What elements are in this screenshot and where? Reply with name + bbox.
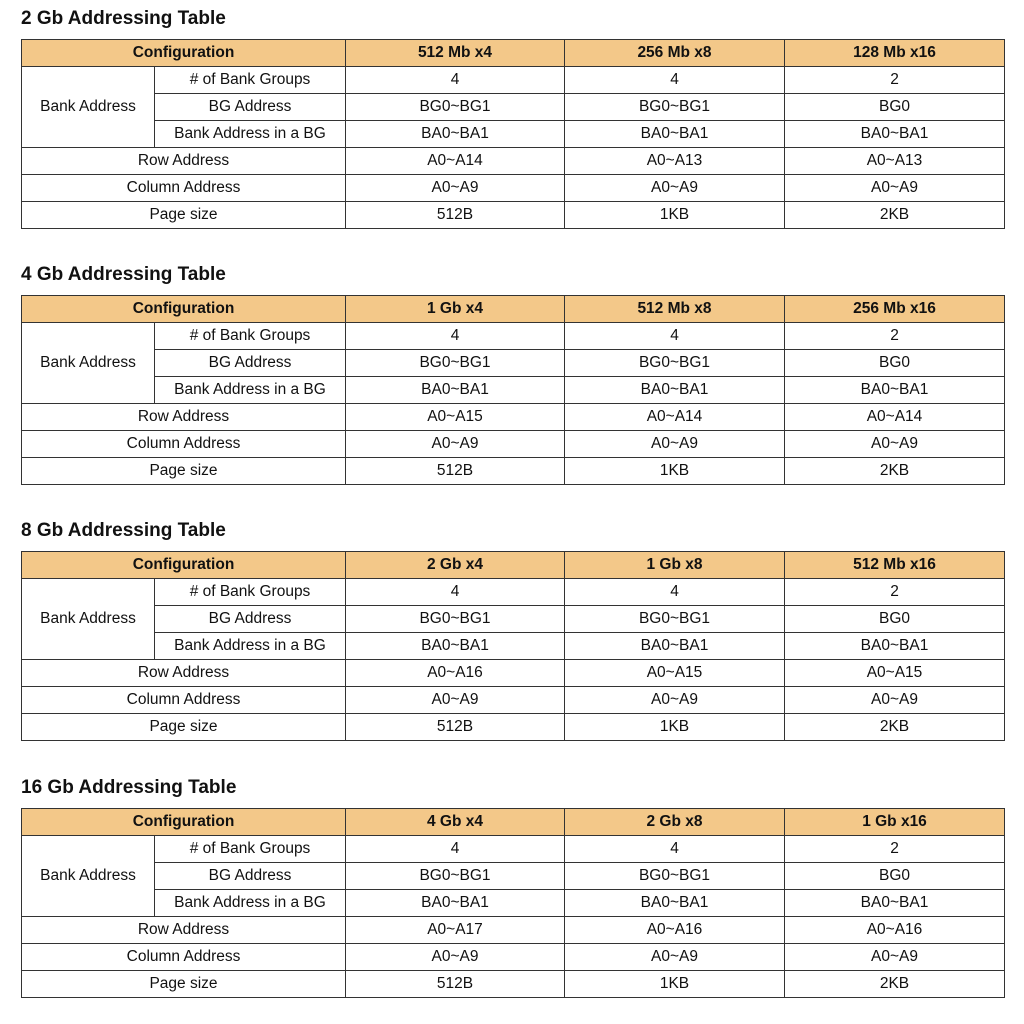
section-title: 4 Gb Addressing Table	[21, 264, 226, 285]
table-cell: A0~A16	[565, 917, 785, 944]
row-label: Bank Address in a BG	[155, 633, 346, 660]
table-cell: 2KB	[785, 714, 1005, 741]
table-cell: BG0~BG1	[565, 350, 785, 377]
table-cell: 1KB	[565, 202, 785, 229]
addressing-table-4gb	[21, 295, 1005, 485]
table-cell: 4	[346, 579, 565, 606]
table-row	[22, 202, 1005, 229]
table-cell: 1KB	[565, 971, 785, 998]
table-cell: A0~A9	[785, 431, 1005, 458]
table-cell: 2KB	[785, 971, 1005, 998]
table-cell: 1KB	[565, 458, 785, 485]
header-row	[22, 552, 1005, 579]
table-cell: BA0~BA1	[346, 890, 565, 917]
column-header: 512 Mb x16	[785, 552, 1005, 579]
table-cell: 2KB	[785, 458, 1005, 485]
table-cell: 512B	[346, 971, 565, 998]
table-cell: BA0~BA1	[565, 633, 785, 660]
table-cell: BG0~BG1	[346, 863, 565, 890]
section-title: 8 Gb Addressing Table	[21, 520, 226, 541]
column-header: 256 Mb x16	[785, 296, 1005, 323]
table-row	[22, 890, 1005, 917]
table-row	[22, 377, 1005, 404]
table-cell: BG0~BG1	[346, 94, 565, 121]
table-cell: A0~A13	[565, 148, 785, 175]
column-header: 2 Gb x8	[565, 809, 785, 836]
table-row	[22, 579, 1005, 606]
table-cell: A0~A15	[565, 660, 785, 687]
table-cell: 4	[346, 323, 565, 350]
table-cell: 4	[565, 67, 785, 94]
configuration-header: Configuration	[22, 296, 346, 323]
table-cell: 512B	[346, 458, 565, 485]
table-row	[22, 431, 1005, 458]
row-label: BG Address	[155, 606, 346, 633]
row-label: Column Address	[22, 687, 346, 714]
row-label: # of Bank Groups	[155, 836, 346, 863]
row-label: Page size	[22, 458, 346, 485]
column-header: 512 Mb x8	[565, 296, 785, 323]
table-row	[22, 458, 1005, 485]
table-row	[22, 121, 1005, 148]
table-cell: BA0~BA1	[346, 377, 565, 404]
row-label: BG Address	[155, 94, 346, 121]
configuration-header: Configuration	[22, 552, 346, 579]
table-cell: BG0~BG1	[565, 606, 785, 633]
table-cell: A0~A9	[565, 431, 785, 458]
table-cell: BG0~BG1	[346, 606, 565, 633]
table-cell: BA0~BA1	[785, 890, 1005, 917]
table-cell: A0~A9	[785, 944, 1005, 971]
table-cell: A0~A9	[565, 175, 785, 202]
table-row	[22, 971, 1005, 998]
table-cell: BA0~BA1	[346, 121, 565, 148]
table-cell: BA0~BA1	[785, 121, 1005, 148]
table-row	[22, 836, 1005, 863]
table-cell: 512B	[346, 202, 565, 229]
table-row	[22, 944, 1005, 971]
table-row	[22, 714, 1005, 741]
table-cell: A0~A15	[346, 404, 565, 431]
table-cell: 2	[785, 836, 1005, 863]
bank-address-label: Bank Address	[22, 67, 155, 148]
table-row	[22, 404, 1005, 431]
row-label: Bank Address in a BG	[155, 121, 346, 148]
table-cell: BG0	[785, 350, 1005, 377]
table-cell: 2	[785, 323, 1005, 350]
table-cell: A0~A9	[785, 175, 1005, 202]
table-cell: A0~A9	[346, 687, 565, 714]
row-label: Page size	[22, 202, 346, 229]
column-header: 1 Gb x4	[346, 296, 565, 323]
row-label: Page size	[22, 971, 346, 998]
table-cell: BG0~BG1	[565, 863, 785, 890]
table-cell: BG0~BG1	[565, 94, 785, 121]
row-label: BG Address	[155, 863, 346, 890]
table-row	[22, 67, 1005, 94]
section-title: 2 Gb Addressing Table	[21, 8, 226, 29]
configuration-header: Configuration	[22, 40, 346, 67]
table-cell: BA0~BA1	[346, 633, 565, 660]
table-cell: A0~A16	[785, 917, 1005, 944]
table-cell: A0~A17	[346, 917, 565, 944]
column-header: 4 Gb x4	[346, 809, 565, 836]
table-row	[22, 917, 1005, 944]
table-cell: A0~A9	[346, 431, 565, 458]
bank-address-label: Bank Address	[22, 579, 155, 660]
table-cell: 4	[346, 67, 565, 94]
table-cell: 2KB	[785, 202, 1005, 229]
row-label: # of Bank Groups	[155, 579, 346, 606]
table-cell: BA0~BA1	[785, 377, 1005, 404]
row-label: Column Address	[22, 431, 346, 458]
table-row	[22, 94, 1005, 121]
column-header: 512 Mb x4	[346, 40, 565, 67]
table-cell: A0~A15	[785, 660, 1005, 687]
column-header: 128 Mb x16	[785, 40, 1005, 67]
table-cell: BA0~BA1	[785, 633, 1005, 660]
row-label: Column Address	[22, 944, 346, 971]
table-cell: A0~A14	[785, 404, 1005, 431]
table-cell: 4	[346, 836, 565, 863]
table-row	[22, 606, 1005, 633]
row-label: Row Address	[22, 148, 346, 175]
header-row	[22, 809, 1005, 836]
table-cell: 4	[565, 323, 785, 350]
table-cell: 512B	[346, 714, 565, 741]
table-cell: 4	[565, 836, 785, 863]
table-cell: A0~A9	[346, 944, 565, 971]
table-cell: BG0	[785, 606, 1005, 633]
table-cell: 2	[785, 67, 1005, 94]
column-header: 256 Mb x8	[565, 40, 785, 67]
table-cell: A0~A14	[565, 404, 785, 431]
table-cell: 4	[565, 579, 785, 606]
row-label: Row Address	[22, 917, 346, 944]
row-label: Row Address	[22, 404, 346, 431]
addressing-table-8gb	[21, 551, 1005, 741]
table-row	[22, 687, 1005, 714]
table-cell: BG0	[785, 863, 1005, 890]
table-cell: A0~A16	[346, 660, 565, 687]
table-cell: A0~A9	[565, 944, 785, 971]
header-row	[22, 40, 1005, 67]
row-label: Column Address	[22, 175, 346, 202]
table-row	[22, 148, 1005, 175]
table-row	[22, 350, 1005, 377]
row-label: # of Bank Groups	[155, 323, 346, 350]
table-row	[22, 175, 1005, 202]
table-cell: A0~A9	[565, 687, 785, 714]
table-cell: A0~A14	[346, 148, 565, 175]
column-header: 2 Gb x4	[346, 552, 565, 579]
table-row	[22, 863, 1005, 890]
configuration-header: Configuration	[22, 809, 346, 836]
header-row	[22, 296, 1005, 323]
table-cell: 1KB	[565, 714, 785, 741]
addressing-table-2gb	[21, 39, 1005, 229]
table-row	[22, 660, 1005, 687]
row-label: BG Address	[155, 350, 346, 377]
table-cell: BA0~BA1	[565, 890, 785, 917]
row-label: Bank Address in a BG	[155, 377, 346, 404]
column-header: 1 Gb x16	[785, 809, 1005, 836]
row-label: # of Bank Groups	[155, 67, 346, 94]
section-title: 16 Gb Addressing Table	[21, 777, 237, 798]
table-cell: A0~A13	[785, 148, 1005, 175]
table-cell: A0~A9	[785, 687, 1005, 714]
table-cell: BA0~BA1	[565, 121, 785, 148]
addressing-table-16gb	[21, 808, 1005, 998]
row-label: Row Address	[22, 660, 346, 687]
table-cell: 2	[785, 579, 1005, 606]
column-header: 1 Gb x8	[565, 552, 785, 579]
bank-address-label: Bank Address	[22, 323, 155, 404]
table-cell: A0~A9	[346, 175, 565, 202]
table-cell: BA0~BA1	[565, 377, 785, 404]
table-cell: BG0	[785, 94, 1005, 121]
table-row	[22, 633, 1005, 660]
bank-address-label: Bank Address	[22, 836, 155, 917]
table-cell: BG0~BG1	[346, 350, 565, 377]
table-row	[22, 323, 1005, 350]
row-label: Bank Address in a BG	[155, 890, 346, 917]
row-label: Page size	[22, 714, 346, 741]
